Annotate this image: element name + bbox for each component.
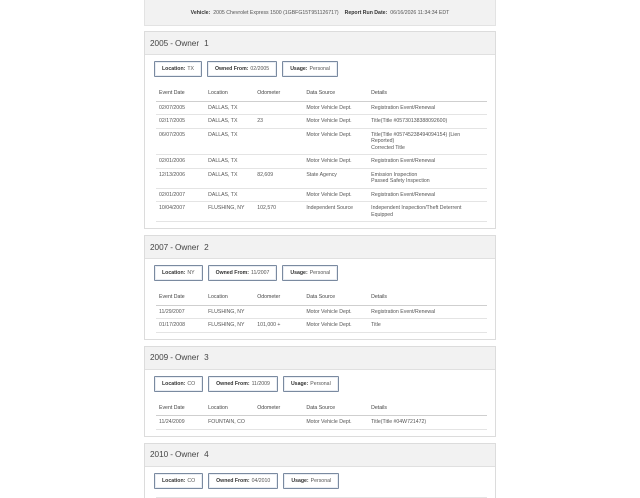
usage-chip-label: Usage: xyxy=(291,477,309,484)
event-details xyxy=(371,205,487,218)
location-chip xyxy=(154,265,203,281)
event-location: DALLAS, TX xyxy=(208,191,238,198)
owner-separator: - xyxy=(170,353,173,362)
event-location: FLUSHING, NY xyxy=(208,322,245,328)
event-date: 11/24/2009 xyxy=(159,419,185,425)
event-date: 02/17/2005 xyxy=(159,118,185,124)
events-table xyxy=(156,402,487,430)
table-row xyxy=(156,189,487,203)
table-row xyxy=(156,102,487,116)
column-header: Data Source xyxy=(306,294,336,300)
owner-summary xyxy=(145,467,495,489)
event-details-line: Equipped xyxy=(371,211,394,218)
event-odometer xyxy=(257,192,306,199)
owner-section xyxy=(144,235,496,340)
event-odometer xyxy=(257,419,306,426)
event-location: DALLAS, TX xyxy=(208,104,238,111)
event-odometer xyxy=(257,105,306,112)
usage-chip-value: Personal xyxy=(309,66,330,72)
usage-chip xyxy=(282,265,338,281)
owned-from-chip-value: 04/2010 xyxy=(251,477,271,484)
owned-from-chip-value: 02/2005 xyxy=(250,66,270,72)
table-header-row xyxy=(156,87,487,102)
event-details xyxy=(371,132,487,152)
column-header: Data Source xyxy=(306,90,336,96)
column-header: Event Date xyxy=(159,294,185,300)
event-date: 12/13/2006 xyxy=(159,171,185,178)
event-details-line: Registration Event/Renewal xyxy=(371,104,436,111)
event-odometer: 101,000 + xyxy=(257,322,281,328)
event-details xyxy=(371,172,487,185)
owner-number: 2 xyxy=(204,242,209,252)
event-details-line: Corrected Title xyxy=(371,144,405,151)
column-header: Event Date xyxy=(159,404,185,411)
event-details-line: Passed Safety Inspection xyxy=(371,178,430,184)
column-header: Event Date xyxy=(159,90,185,96)
location-chip-value: NY xyxy=(187,270,195,276)
usage-chip-label: Usage: xyxy=(290,66,308,72)
usage-chip-label: Usage: xyxy=(290,380,309,387)
location-chip-value: CO xyxy=(187,477,196,484)
event-details-line: Reported) xyxy=(371,138,395,144)
table-header-row xyxy=(156,402,487,417)
owner-number: 1 xyxy=(204,38,209,48)
event-details-line: Independent Inspection/Theft Deterrent xyxy=(371,205,462,211)
owner-section xyxy=(144,31,496,229)
owner-label: Owner xyxy=(174,353,200,362)
event-details xyxy=(371,118,487,125)
usage-chip-value: Personal xyxy=(309,270,331,276)
column-header: Details xyxy=(371,294,387,300)
event-source: Motor Vehicle Dept. xyxy=(306,104,352,111)
owner-header[interactable] xyxy=(145,444,495,467)
owner-separator: - xyxy=(170,38,173,48)
report-container xyxy=(144,0,496,498)
event-odometer xyxy=(257,132,306,152)
owner-separator: - xyxy=(170,242,173,252)
events-table xyxy=(156,87,487,222)
table-row xyxy=(156,155,487,169)
location-chip-value: CO xyxy=(187,380,196,387)
owner-separator: - xyxy=(170,450,173,459)
column-header: Odometer xyxy=(257,404,281,411)
event-source: Motor Vehicle Dept. xyxy=(306,118,352,124)
column-header: Location xyxy=(208,90,228,96)
location-chip-label: Location: xyxy=(162,477,186,484)
event-odometer: 82,609 xyxy=(257,171,274,178)
table-row xyxy=(156,306,487,320)
column-header: Location xyxy=(208,404,228,411)
column-header: Odometer xyxy=(257,294,281,300)
owned-from-chip-label: Owned From: xyxy=(216,477,250,484)
events-table xyxy=(156,291,487,333)
location-chip-label: Location: xyxy=(162,270,186,276)
event-details-line: Title(Title #05745238494094154) (Lien xyxy=(371,131,461,138)
owned-from-chip-value: 11/2009 xyxy=(251,380,270,387)
usage-chip-label: Usage: xyxy=(290,270,308,276)
owner-summary xyxy=(145,259,495,281)
event-source: Independent Source xyxy=(306,205,354,211)
owner-year: 2009 xyxy=(150,353,169,362)
event-odometer xyxy=(257,158,306,165)
table-header-row xyxy=(156,291,487,306)
location-chip xyxy=(154,473,203,489)
vehicle-label: Vehicle: xyxy=(190,9,211,16)
table-row xyxy=(156,202,487,222)
owner-number: 4 xyxy=(204,450,209,459)
event-details-line: Registration Event/Renewal xyxy=(371,308,436,315)
owner-year: 2005 xyxy=(150,38,169,48)
event-details-line: Title(Title #04W721472) xyxy=(371,419,427,425)
event-date: 01/17/2008 xyxy=(159,322,185,328)
location-chip-label: Location: xyxy=(162,380,186,387)
event-location: DALLAS, TX xyxy=(208,118,238,124)
owner-summary xyxy=(145,55,495,77)
event-odometer xyxy=(257,309,306,316)
event-details xyxy=(371,419,487,426)
owned-from-chip-label: Owned From: xyxy=(214,66,249,72)
column-header: Data Source xyxy=(306,404,336,411)
owner-list xyxy=(144,31,496,498)
usage-chip xyxy=(283,376,339,392)
owned-from-chip-label: Owned From: xyxy=(216,380,250,387)
owner-label: Owner xyxy=(174,450,200,459)
column-header: Odometer xyxy=(257,90,281,96)
owned-from-chip xyxy=(208,265,278,281)
event-odometer: 23 xyxy=(257,118,263,124)
table-row xyxy=(156,129,487,156)
owned-from-chip-value: 11/2007 xyxy=(251,270,270,276)
event-location: FLUSHING, NY xyxy=(208,308,245,315)
owner-header[interactable] xyxy=(145,236,495,259)
event-date: 02/07/2005 xyxy=(159,104,185,111)
event-details xyxy=(371,105,487,112)
run-date-value: 06/16/2026 11:34:34 EDT xyxy=(390,9,450,16)
location-chip xyxy=(154,61,202,77)
event-location: DALLAS, TX xyxy=(208,158,238,164)
report-header xyxy=(144,0,496,26)
owned-from-chip-label: Owned From: xyxy=(215,270,249,276)
location-chip xyxy=(154,376,203,392)
usage-chip-value: Personal xyxy=(310,380,331,387)
event-source: Motor Vehicle Dept. xyxy=(306,308,352,315)
event-date: 11/29/2007 xyxy=(159,308,185,315)
table-row xyxy=(156,169,487,189)
column-header: Location xyxy=(208,294,228,300)
event-details-line: Registration Event/Renewal xyxy=(371,191,436,198)
owner-header[interactable] xyxy=(145,347,495,370)
event-date: 06/07/2005 xyxy=(159,131,185,138)
event-location: DALLAS, TX xyxy=(208,171,238,178)
event-details-line: Registration Event/Renewal xyxy=(371,158,436,164)
event-details-line: Emission Inspection xyxy=(371,171,418,178)
event-date: 10/04/2007 xyxy=(159,205,185,211)
usage-chip xyxy=(283,473,339,489)
event-date: 02/01/2006 xyxy=(159,158,185,164)
event-location: FLUSHING, NY xyxy=(208,205,245,211)
table-row xyxy=(156,319,487,333)
location-chip-value: TX xyxy=(187,66,194,72)
event-details xyxy=(371,158,487,165)
event-odometer: 102,570 xyxy=(257,205,276,211)
owner-header[interactable] xyxy=(145,32,495,55)
table-row xyxy=(156,416,487,430)
divider xyxy=(156,489,487,498)
usage-chip xyxy=(282,61,338,77)
owner-label: Owner xyxy=(174,242,200,252)
event-location: FOUNTAIN, CO xyxy=(208,419,245,425)
run-date-label: Report Run Date: xyxy=(344,9,388,16)
event-details-line: Title xyxy=(371,322,381,328)
owner-year: 2007 xyxy=(150,242,169,252)
owner-number: 3 xyxy=(204,353,209,362)
owner-year: 2010 xyxy=(150,450,169,459)
event-source: Motor Vehicle Dept. xyxy=(306,191,352,198)
vehicle-value: 2005 Chevrolet Express 1500 (1GBFG15T951126717) xyxy=(213,9,339,16)
event-source: Motor Vehicle Dept. xyxy=(306,131,352,138)
owner-label: Owner xyxy=(174,38,200,48)
event-details xyxy=(371,309,487,316)
table-row xyxy=(156,115,487,129)
owned-from-chip xyxy=(207,61,277,77)
owned-from-chip xyxy=(208,376,278,392)
column-header: Details xyxy=(371,404,387,411)
column-header: Details xyxy=(371,90,387,96)
owner-summary xyxy=(145,370,495,392)
event-source: Motor Vehicle Dept. xyxy=(306,322,352,328)
event-source: State Agency xyxy=(306,171,337,178)
owner-section xyxy=(144,346,496,437)
event-details xyxy=(371,192,487,199)
event-details-line: Title(Title #05730138388092600) xyxy=(371,118,448,124)
event-details xyxy=(371,322,487,329)
usage-chip-value: Personal xyxy=(310,477,332,484)
owned-from-chip xyxy=(208,473,278,489)
event-source: Motor Vehicle Dept. xyxy=(306,419,352,425)
event-date: 02/01/2007 xyxy=(159,191,185,198)
owner-section xyxy=(144,443,496,498)
event-location: DALLAS, TX xyxy=(208,131,238,138)
location-chip-label: Location: xyxy=(162,66,186,72)
event-source: Motor Vehicle Dept. xyxy=(306,158,352,164)
